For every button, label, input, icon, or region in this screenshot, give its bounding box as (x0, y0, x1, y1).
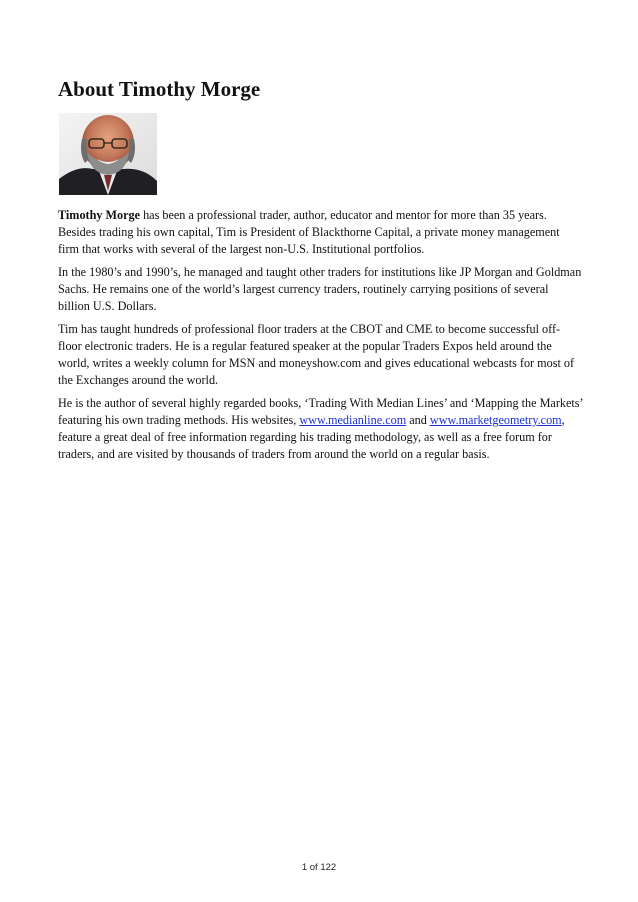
medianline-link[interactable]: www.medianline.com (299, 413, 407, 427)
marketgeometry-link[interactable]: www.marketgeometry.com (429, 413, 562, 427)
page-number: 1 of 122 (301, 862, 337, 873)
paragraph-intro (58, 207, 583, 258)
paragraph-books (58, 395, 583, 463)
intro-text: has been a professional trader, author, educator and mentor for more than 35 years. Besides trading his own capital, Tim is President of Blackthorne Capital, a private money management firm that works with several of the largest non-U.S. Institutional portfolios. (58, 208, 560, 256)
author-portrait-image (59, 113, 157, 195)
author-name: Timothy Morge (58, 208, 141, 222)
books-text-before: He is the author of several highly regarded books, ‘Trading With Median Lines’ and ‘Mapping the Markets’ featuring his own trading methods. His websites, (58, 396, 583, 427)
books-text-after: , feature a great deal of free information regarding his trading methodology, as well as a free forum for traders, and are visited by thousands of traders from around the world on a regular basis. (58, 413, 565, 461)
author-photo (59, 113, 157, 195)
books-text-between: and (406, 413, 430, 427)
article-body (58, 207, 583, 469)
paragraph-career: In the 1980’s and 1990’s, he managed and taught other traders for institutions like JP Morgan and Goldman Sachs. He remains one of the world’s largest currency traders, routinely carrying positions of several billion U.S. Dollars. (58, 265, 582, 313)
paragraph-teaching: Tim has taught hundreds of professional floor traders at the CBOT and CME to become successful off-floor electronic traders. He is a regular featured speaker at the popular Traders Expos held around the world, writes a weekly column for MSN and moneyshow.com and gives educational webcasts for most of the Exchanges around the world. (58, 322, 575, 387)
page-title: About Timothy Morge (58, 77, 261, 101)
